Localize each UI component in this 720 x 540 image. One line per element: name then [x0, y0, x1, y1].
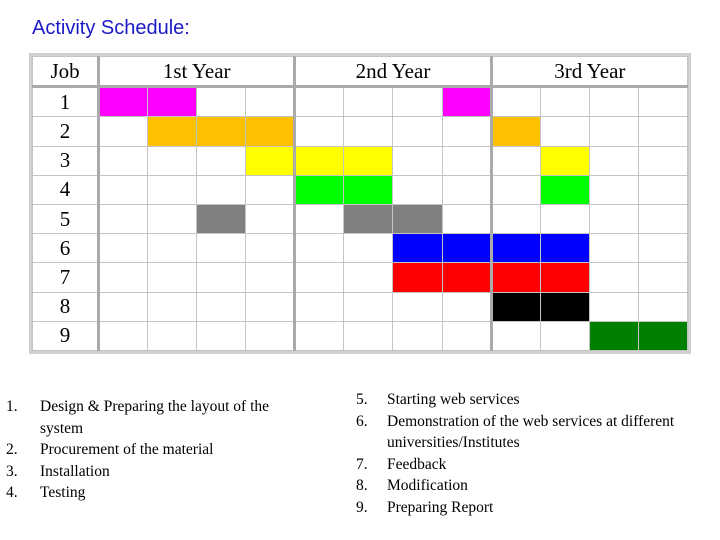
schedule-cell-empty	[442, 146, 491, 175]
schedule-cell-filled	[491, 117, 540, 146]
schedule-cell-filled	[540, 292, 589, 321]
schedule-cell-empty	[197, 263, 246, 292]
schedule-cell-empty	[540, 321, 589, 350]
schedule-cell-empty	[638, 234, 687, 263]
schedule-cell-filled	[540, 175, 589, 204]
job-number: 1	[33, 87, 99, 117]
schedule-cell-filled	[442, 263, 491, 292]
legend-item-number: 2.	[6, 441, 18, 458]
job-number: 7	[33, 263, 99, 292]
schedule-cell-empty	[638, 204, 687, 233]
schedule-cell-empty	[246, 87, 295, 117]
schedule-cell-empty	[540, 117, 589, 146]
schedule-cell-filled	[540, 234, 589, 263]
schedule-row-job-2	[33, 117, 688, 146]
schedule-cell-empty	[589, 234, 638, 263]
schedule-cell-empty	[540, 87, 589, 117]
schedule-cell-empty	[99, 263, 148, 292]
legend-item-number: 7.	[356, 455, 368, 473]
activity-legend-right	[356, 389, 676, 518]
schedule-cell-empty	[148, 146, 197, 175]
legend-item	[6, 482, 306, 504]
schedule-cell-empty	[589, 146, 638, 175]
schedule-cell-filled	[442, 87, 491, 117]
schedule-cell-filled	[638, 321, 687, 350]
schedule-cell-empty	[99, 204, 148, 233]
schedule-cell-empty	[638, 263, 687, 292]
schedule-cell-empty	[246, 234, 295, 263]
schedule-cell-empty	[197, 234, 246, 263]
schedule-cell-empty	[295, 292, 344, 321]
schedule-cell-empty	[344, 234, 393, 263]
schedule-cell-empty	[197, 292, 246, 321]
legend-item	[6, 461, 306, 483]
schedule-cell-empty	[442, 117, 491, 146]
schedule-row-job-5	[33, 204, 688, 233]
schedule-cell-empty	[295, 204, 344, 233]
schedule-cell-empty	[491, 175, 540, 204]
legend-item-text: Installation	[40, 462, 110, 480]
schedule-cell-empty	[589, 263, 638, 292]
schedule-cell-empty	[295, 263, 344, 292]
schedule-cell-empty	[491, 204, 540, 233]
schedule-row-job-9	[33, 321, 688, 350]
schedule-cell-empty	[442, 292, 491, 321]
schedule-row-job-3	[33, 146, 688, 175]
schedule-cell-empty	[99, 292, 148, 321]
legend-item-text: Testing	[40, 484, 86, 501]
schedule-cell-empty	[491, 146, 540, 175]
schedule-cell-empty	[99, 146, 148, 175]
schedule-cell-empty	[99, 117, 148, 146]
schedule-cell-empty	[246, 321, 295, 350]
legend-item-text: Modification	[387, 477, 468, 494]
legend-item-number: 9.	[356, 498, 368, 516]
legend-item	[6, 396, 306, 439]
schedule-cell-empty	[148, 204, 197, 233]
schedule-cell-empty	[246, 175, 295, 204]
schedule-cell-empty	[589, 292, 638, 321]
schedule-cell-empty	[442, 321, 491, 350]
schedule-table-frame	[29, 53, 691, 354]
schedule-cell-filled	[491, 292, 540, 321]
schedule-cell-filled	[246, 117, 295, 146]
schedule-cell-empty	[393, 117, 442, 146]
schedule-cell-empty	[344, 87, 393, 117]
legend-item-number: 8.	[356, 477, 368, 494]
schedule-cell-empty	[589, 87, 638, 117]
schedule-cell-filled	[344, 204, 393, 233]
schedule-cell-filled	[442, 234, 491, 263]
schedule-cell-empty	[197, 146, 246, 175]
year-header-1: 1st Year	[99, 57, 295, 87]
slide-title: Activity Schedule:	[32, 17, 190, 39]
schedule-cell-empty	[197, 175, 246, 204]
schedule-cell-empty	[344, 292, 393, 321]
schedule-cell-empty	[442, 204, 491, 233]
schedule-cell-filled	[295, 146, 344, 175]
schedule-cell-empty	[295, 87, 344, 117]
schedule-cell-empty	[148, 175, 197, 204]
schedule-cell-filled	[148, 87, 197, 117]
schedule-cell-filled	[148, 117, 197, 146]
schedule-cell-filled	[99, 87, 148, 117]
legend-item	[356, 497, 676, 519]
schedule-row-job-6	[33, 234, 688, 263]
schedule-cell-empty	[344, 321, 393, 350]
schedule-cell-filled	[540, 263, 589, 292]
schedule-cell-empty	[148, 234, 197, 263]
schedule-cell-empty	[99, 175, 148, 204]
legend-item-number: 6.	[356, 412, 368, 430]
legend-item-text: Demonstration of the web services at different universities/Institutes	[387, 412, 675, 451]
schedule-cell-filled	[491, 234, 540, 263]
schedule-cell-empty	[589, 204, 638, 233]
schedule-cell-empty	[638, 117, 687, 146]
schedule-row-job-7	[33, 263, 688, 292]
table-header-row	[33, 57, 688, 87]
schedule-cell-filled	[393, 234, 442, 263]
schedule-cell-empty	[638, 146, 687, 175]
schedule-cell-filled	[246, 146, 295, 175]
schedule-cell-empty	[393, 175, 442, 204]
schedule-cell-filled	[393, 263, 442, 292]
schedule-cell-empty	[491, 321, 540, 350]
legend-item-text: Feedback	[387, 455, 447, 473]
schedule-cell-empty	[246, 263, 295, 292]
legend-item-text: Procurement of the material	[40, 441, 214, 458]
activity-schedule-table	[32, 56, 688, 351]
schedule-row-job-8	[33, 292, 688, 321]
schedule-cell-empty	[393, 146, 442, 175]
schedule-cell-empty	[589, 117, 638, 146]
schedule-cell-empty	[295, 321, 344, 350]
legend-item-text: Design & Preparing the layout of the system	[40, 398, 270, 437]
schedule-cell-empty	[148, 263, 197, 292]
job-column-header: Job	[33, 57, 99, 87]
schedule-cell-empty	[442, 175, 491, 204]
legend-item	[356, 389, 676, 411]
schedule-cell-empty	[638, 175, 687, 204]
job-number: 5	[33, 204, 99, 233]
legend-item-number: 4.	[6, 484, 18, 501]
job-number: 4	[33, 175, 99, 204]
schedule-cell-empty	[246, 292, 295, 321]
schedule-cell-empty	[295, 234, 344, 263]
schedule-row-job-1	[33, 87, 688, 117]
schedule-cell-filled	[589, 321, 638, 350]
legend-item-text: Preparing Report	[387, 498, 494, 516]
legend-item	[356, 411, 676, 454]
schedule-cell-filled	[540, 146, 589, 175]
schedule-cell-empty	[491, 87, 540, 117]
schedule-cell-empty	[148, 292, 197, 321]
schedule-cell-filled	[491, 263, 540, 292]
schedule-cell-empty	[540, 204, 589, 233]
schedule-cell-empty	[393, 87, 442, 117]
schedule-cell-empty	[393, 321, 442, 350]
schedule-cell-filled	[295, 175, 344, 204]
schedule-cell-empty	[246, 204, 295, 233]
job-number: 2	[33, 117, 99, 146]
schedule-cell-filled	[393, 204, 442, 233]
schedule-cell-empty	[197, 87, 246, 117]
legend-item-number: 1.	[6, 398, 18, 415]
schedule-body	[33, 87, 688, 351]
job-number: 3	[33, 146, 99, 175]
schedule-cell-empty	[295, 117, 344, 146]
legend-item	[356, 454, 676, 476]
job-number: 6	[33, 234, 99, 263]
schedule-cell-filled	[344, 146, 393, 175]
year-header-3: 3rd Year	[491, 57, 687, 87]
schedule-cell-empty	[638, 87, 687, 117]
schedule-row-job-4	[33, 175, 688, 204]
schedule-cell-filled	[197, 117, 246, 146]
legend-item-number: 5.	[356, 391, 368, 408]
schedule-cell-filled	[344, 175, 393, 204]
legend-item-number: 3.	[6, 462, 18, 480]
schedule-cell-empty	[148, 321, 197, 350]
schedule-cell-empty	[589, 175, 638, 204]
legend-item-text: Starting web services	[387, 391, 520, 408]
schedule-cell-empty	[197, 321, 246, 350]
activity-legend-left	[6, 396, 306, 504]
year-header-2: 2nd Year	[295, 57, 491, 87]
schedule-cell-empty	[638, 292, 687, 321]
job-number: 8	[33, 292, 99, 321]
legend-item	[6, 439, 306, 461]
schedule-cell-empty	[344, 117, 393, 146]
schedule-cell-filled	[197, 204, 246, 233]
schedule-cell-empty	[99, 234, 148, 263]
schedule-cell-empty	[99, 321, 148, 350]
schedule-cell-empty	[344, 263, 393, 292]
schedule-cell-empty	[393, 292, 442, 321]
legend-item	[356, 475, 676, 497]
job-number: 9	[33, 321, 99, 350]
